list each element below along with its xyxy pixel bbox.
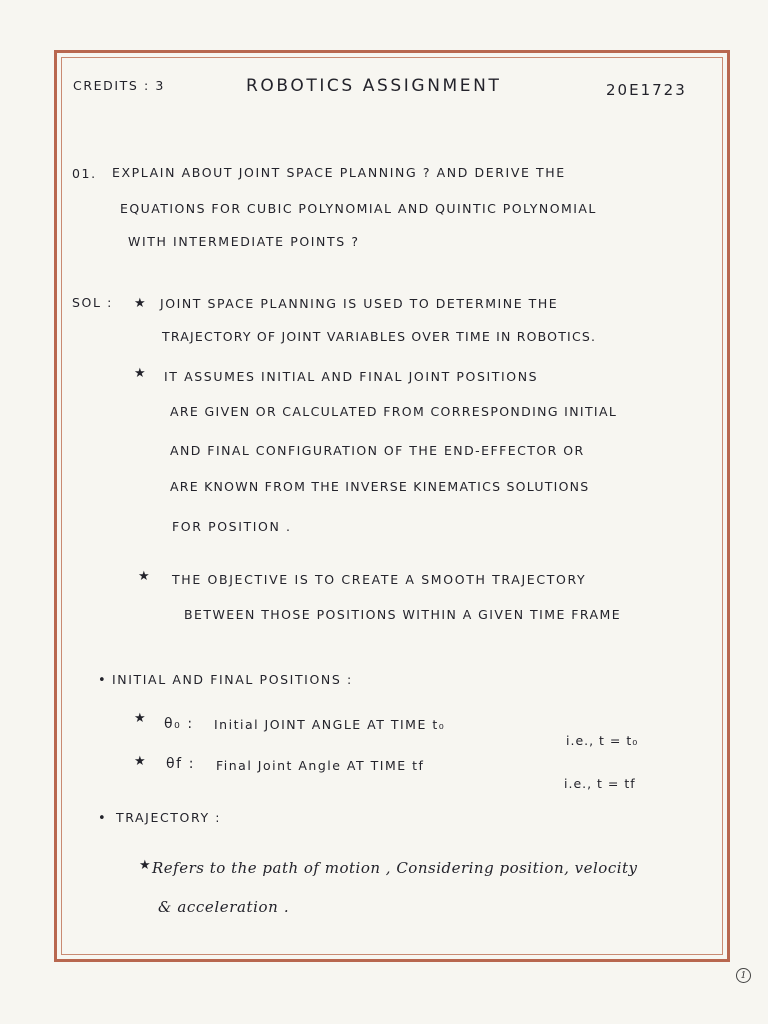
star-bullet: ★: [139, 858, 151, 873]
credits-label: CREDITS : 3: [73, 78, 165, 93]
solution-line: IT ASSUMES INITIAL AND FINAL JOINT POSITIONS: [164, 369, 539, 384]
question-number: 01.: [72, 166, 97, 181]
question-line: WITH INTERMEDIATE POINTS ?: [128, 234, 360, 249]
dot-bullet: •: [98, 811, 106, 826]
theta-symbol: θf :: [166, 756, 196, 772]
question-line: EQUATIONS FOR CUBIC POLYNOMIAL AND QUINTIC POLYNOMIAL: [120, 201, 597, 216]
definition-text: Initial JOINT ANGLE AT TIME t₀: [214, 717, 446, 732]
condition-text: i.e., t = t₀: [566, 733, 639, 748]
solution-line: BETWEEN THOSE POSITIONS WITHIN A GIVEN TIME FRAME: [184, 607, 622, 622]
star-bullet: ★: [134, 366, 146, 381]
condition-text: i.e., t = tf: [564, 776, 636, 791]
solution-line: ARE GIVEN OR CALCULATED FROM CORRESPONDING INITIAL: [170, 404, 618, 419]
section-heading: TRAJECTORY :: [116, 810, 222, 825]
dot-bullet: •: [98, 673, 106, 688]
solution-line: AND FINAL CONFIGURATION OF THE END-EFFECTOR OR: [170, 443, 585, 458]
solution-line: JOINT SPACE PLANNING IS USED TO DETERMINE THE: [160, 296, 559, 311]
theta-symbol: θ₀ :: [164, 716, 194, 732]
solution-line: ARE KNOWN FROM THE INVERSE KINEMATICS SOLUTIONS: [170, 479, 590, 494]
trajectory-line: & acceleration .: [158, 898, 290, 916]
solution-label: SOL :: [72, 295, 113, 310]
solution-line: THE OBJECTIVE IS TO CREATE A SMOOTH TRAJECTORY: [172, 572, 587, 587]
star-bullet: ★: [134, 711, 146, 726]
question-line: EXPLAIN ABOUT JOINT SPACE PLANNING ? AND DERIVE THE: [112, 165, 566, 180]
star-bullet: ★: [138, 569, 150, 584]
student-id: 20E1723: [606, 81, 687, 99]
page-title: ROBOTICS ASSIGNMENT: [246, 76, 502, 96]
section-heading: INITIAL AND FINAL POSITIONS :: [112, 672, 353, 687]
star-bullet: ★: [134, 754, 146, 769]
trajectory-line: Refers to the path of motion , Considering position, velocity: [152, 859, 638, 877]
solution-line: FOR POSITION .: [172, 519, 292, 534]
definition-text: Final Joint Angle AT TIME tf: [216, 758, 425, 773]
solution-line: TRAJECTORY OF JOINT VARIABLES OVER TIME IN ROBOTICS.: [162, 329, 597, 344]
star-bullet: ★: [134, 296, 146, 311]
page-number: 1: [736, 968, 751, 983]
